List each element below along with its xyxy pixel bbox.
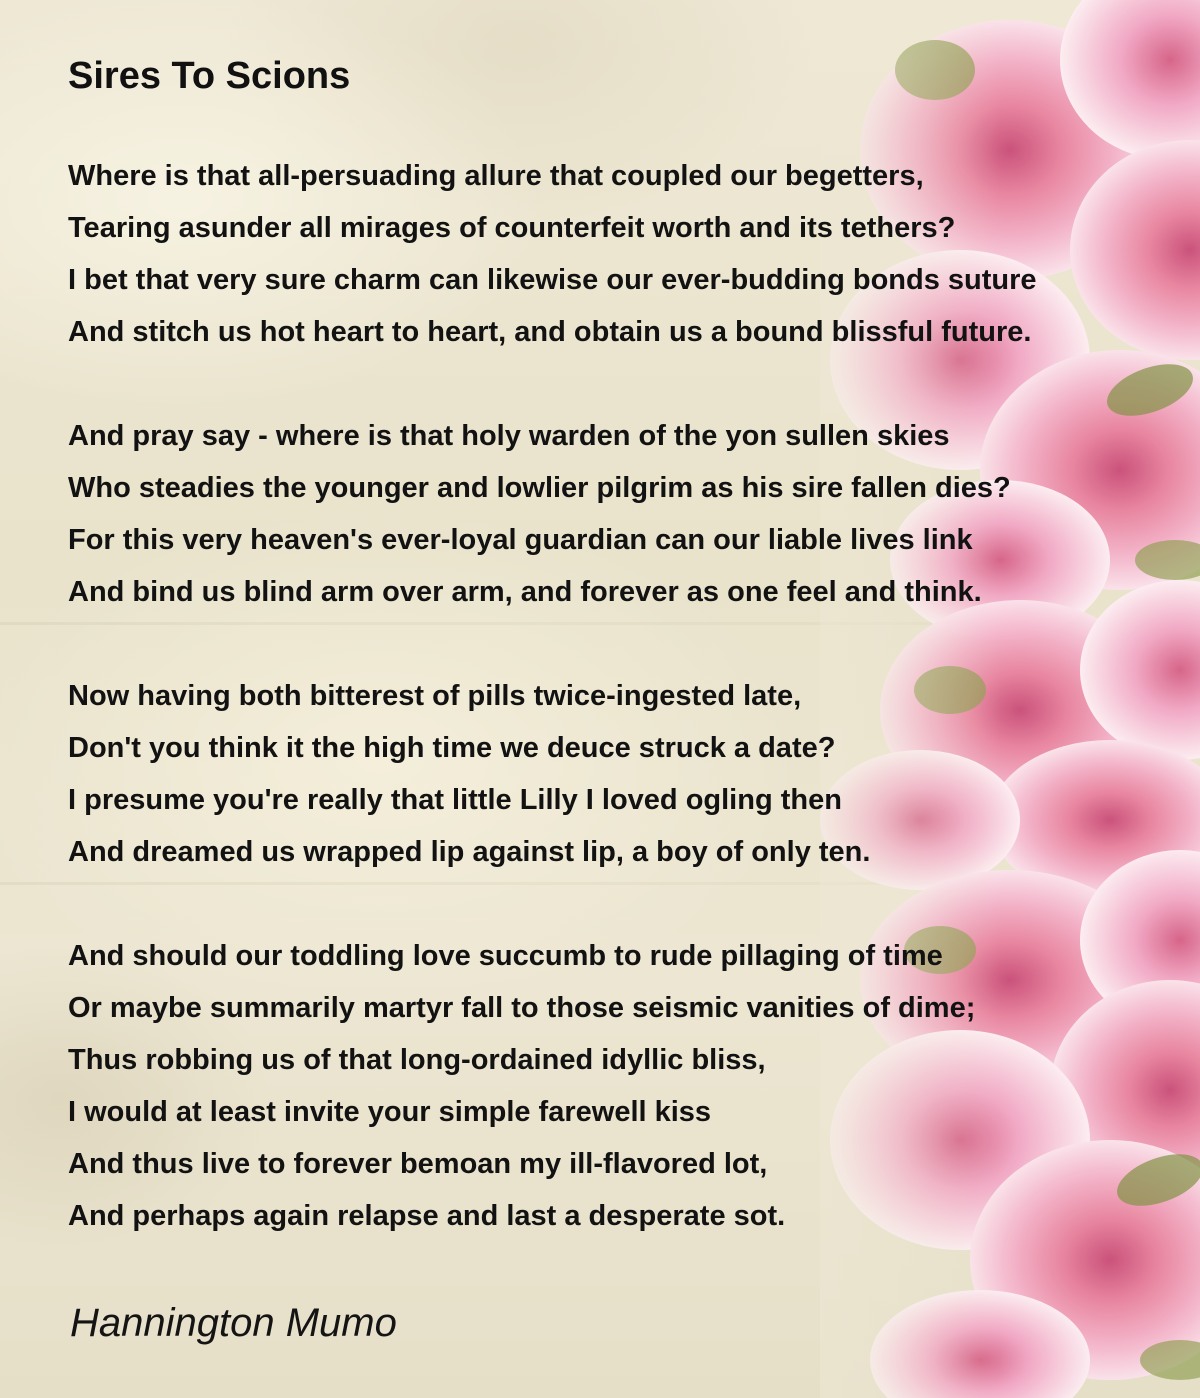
poem-author: Hannington Mumo <box>70 1301 397 1345</box>
stanza <box>68 930 1188 1242</box>
stanza <box>68 670 1188 878</box>
stanza <box>68 150 1188 358</box>
poem-line: And should our toddling love succumb to rude pillaging of time <box>68 940 943 972</box>
poem-body <box>68 150 1188 1294</box>
poem-line: Where is that all-persuading allure that coupled our begetters, <box>68 160 924 192</box>
poem-title: Sires To Scions <box>68 55 351 97</box>
poem-line: And stitch us hot heart to heart, and obtain us a bound blissful future. <box>68 316 1032 348</box>
poem-line: I would at least invite your simple farewell kiss <box>68 1096 712 1128</box>
poem-line: And bind us blind arm over arm, and forever as one feel and think. <box>68 576 982 608</box>
poem-line: Thus robbing us of that long-ordained idyllic bliss, <box>68 1044 766 1076</box>
poem-line: I bet that very sure charm can likewise our ever-budding bonds suture <box>68 264 1037 296</box>
poem-line: And pray say - where is that holy warden of the yon sullen skies <box>68 420 950 452</box>
poem-line: Or maybe summarily martyr fall to those seismic vanities of dime; <box>68 992 976 1024</box>
poem-line: Don't you think it the high time we deuce struck a date? <box>68 732 836 764</box>
poem-line: Now having both bitterest of pills twice-ingested late, <box>68 680 802 712</box>
poem-line: I presume you're really that little Lilly I loved ogling then <box>68 784 842 816</box>
poem-line: And thus live to forever bemoan my ill-flavored lot, <box>68 1148 768 1180</box>
poem-line: And dreamed us wrapped lip against lip, a boy of only ten. <box>68 836 871 868</box>
poem-line: For this very heaven's ever-loyal guardian can our liable lives link <box>68 524 973 556</box>
poem-line: And perhaps again relapse and last a desperate sot. <box>68 1200 786 1232</box>
poem-line: Who steadies the younger and lowlier pilgrim as his sire fallen dies? <box>68 472 1011 504</box>
stanza <box>68 410 1188 618</box>
poem-line: Tearing asunder all mirages of counterfeit worth and its tethers? <box>68 212 956 244</box>
